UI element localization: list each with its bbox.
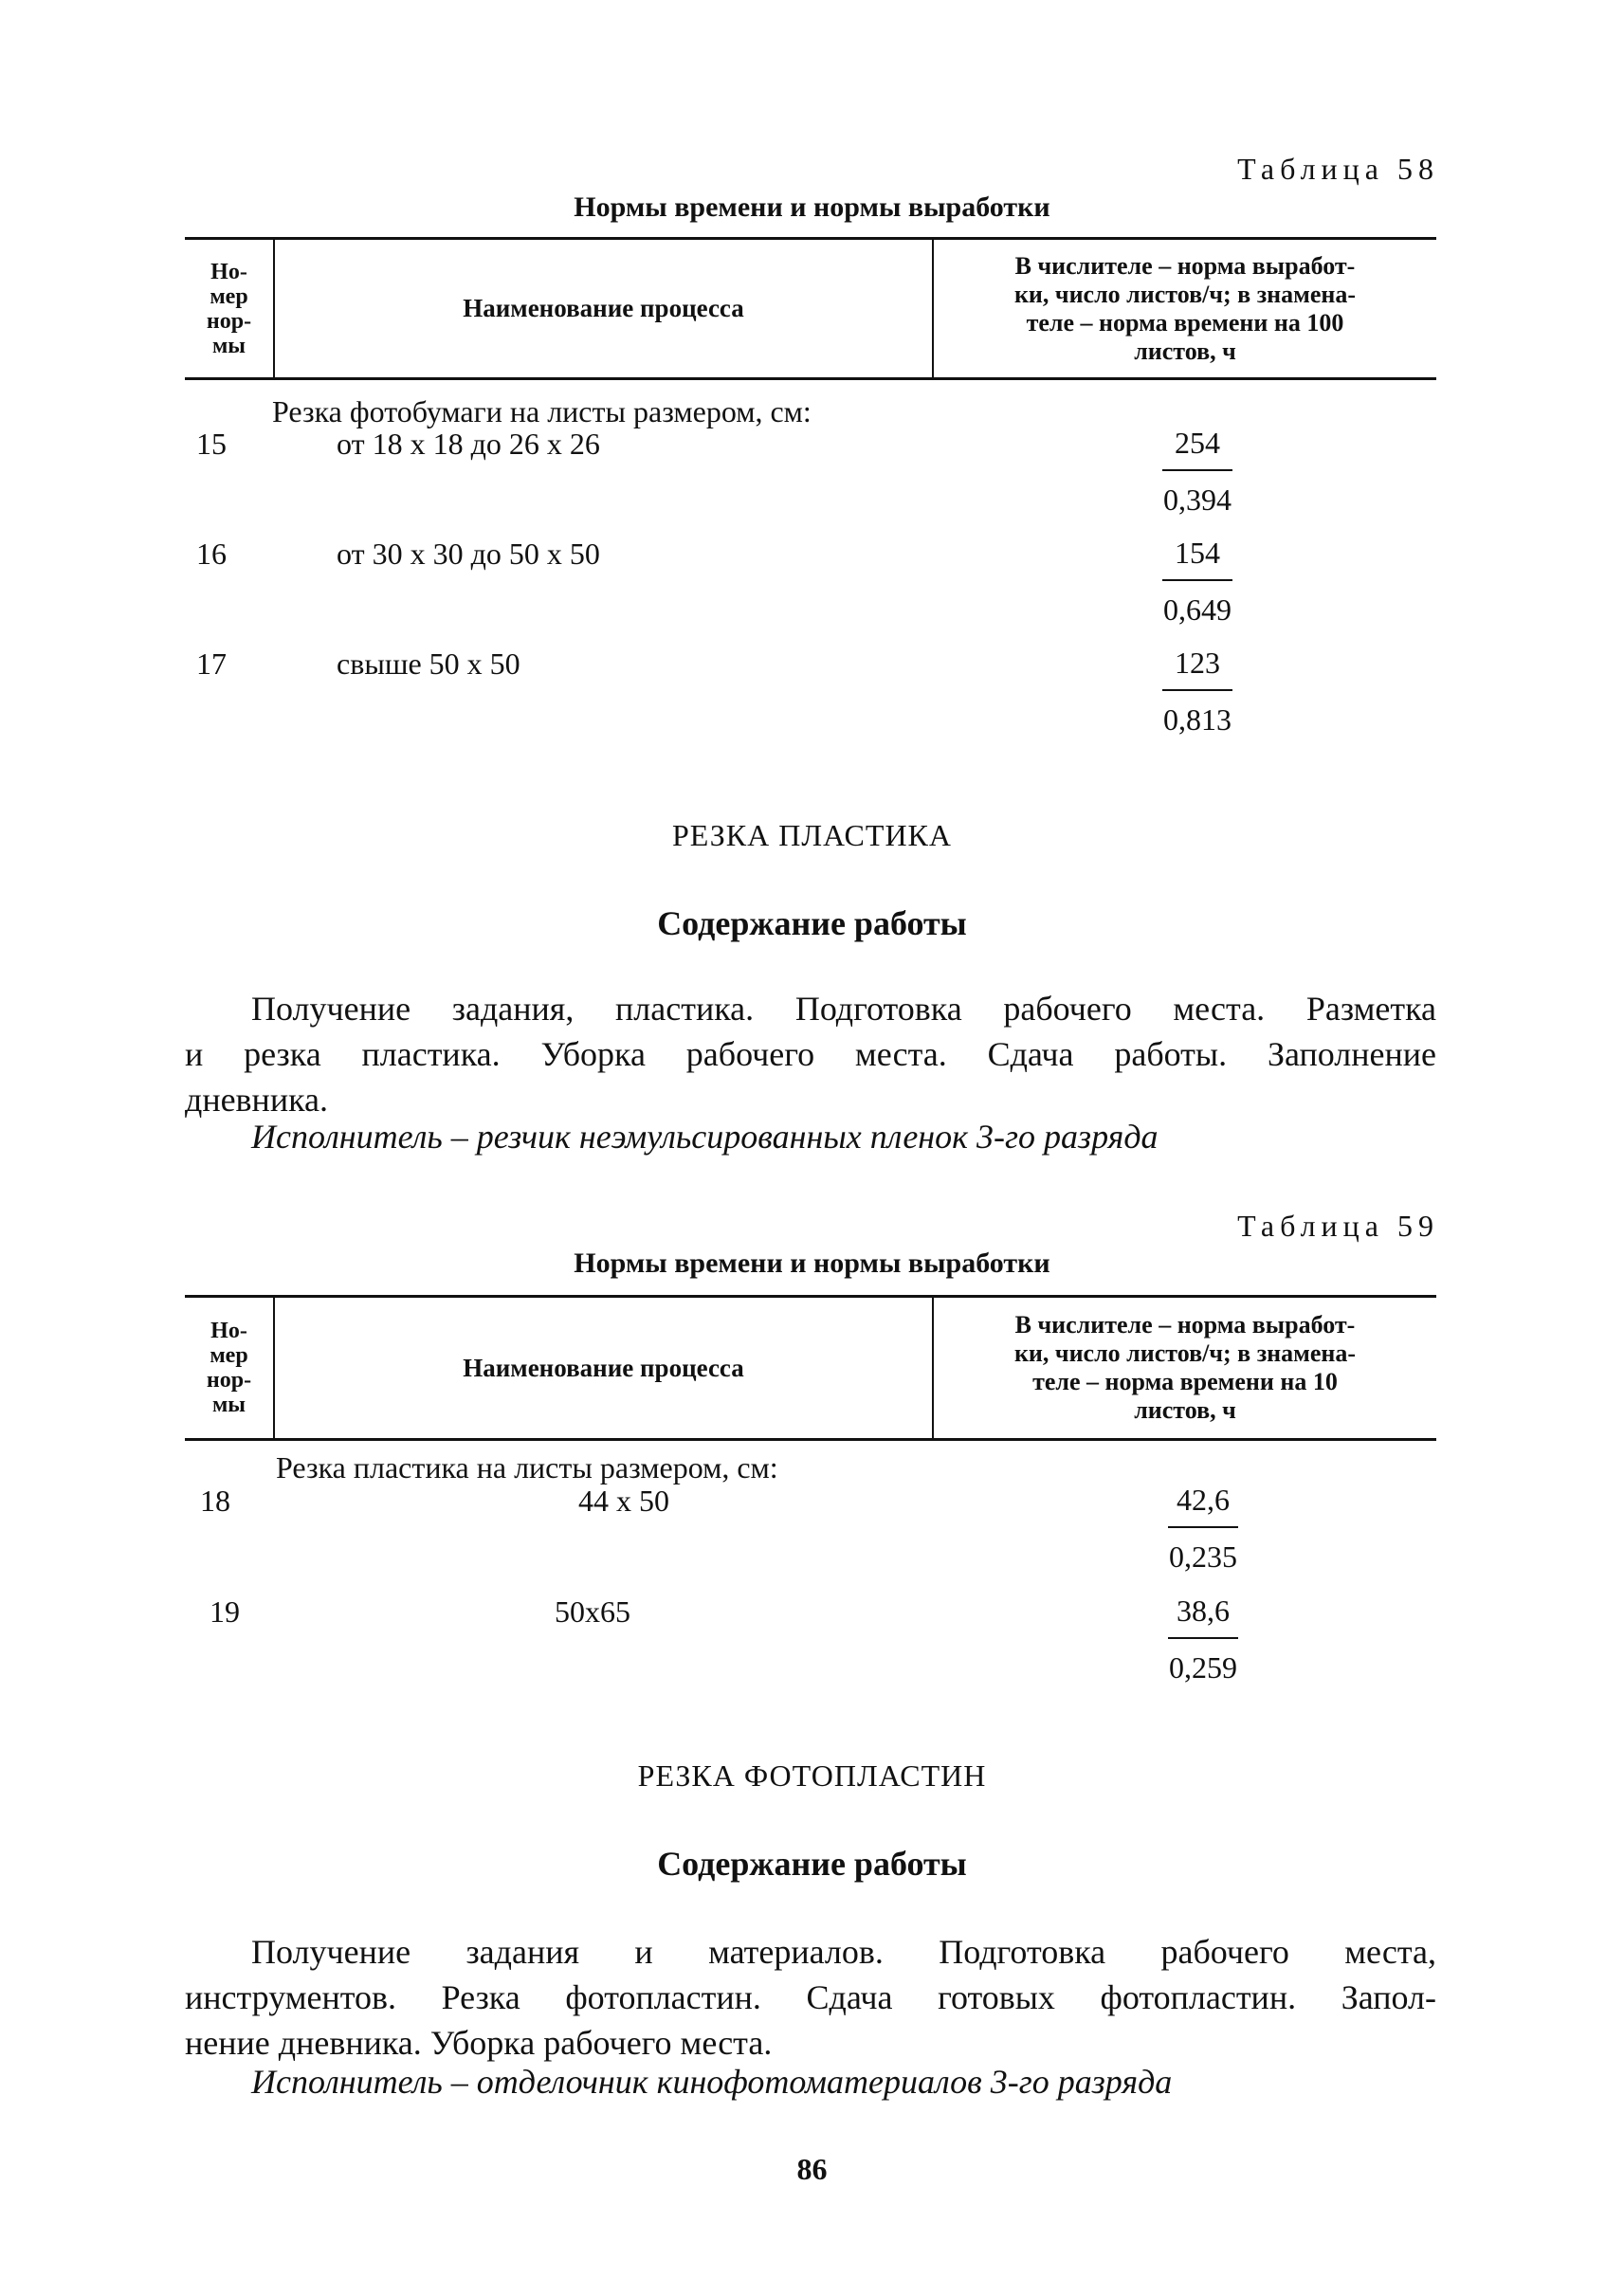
header-process-column: Наименование процесса (275, 1298, 934, 1438)
section-heading-photoplates: РЕЗКА ФОТОПЛАСТИН (637, 1758, 987, 1793)
table-59-group-label: Резка пластика на листы размером, см: (276, 1450, 778, 1484)
norm-fraction (1145, 422, 1250, 520)
fraction-bar (1168, 1526, 1238, 1528)
fraction-numerator: 154 (1175, 536, 1220, 570)
fraction-numerator: 123 (1175, 646, 1220, 680)
header-number-column (185, 1298, 275, 1438)
header-value-line: листов, ч (1134, 337, 1236, 365)
row-description: от 18 х 18 до 26 х 26 (337, 427, 600, 461)
header-number-line: нор- (206, 1368, 252, 1393)
header-number-line: мер (210, 283, 248, 309)
norm-fraction (1145, 532, 1250, 630)
section-subheading-photoplates: Содержание работы (657, 1845, 967, 1883)
fraction-denominator: 0,394 (1163, 483, 1232, 517)
row-description: свыше 50 х 50 (337, 647, 520, 681)
table-59-title: Нормы времени и нормы выработки (574, 1248, 1050, 1279)
header-value-line: В числителе – норма выработ- (1014, 1311, 1356, 1339)
header-value-line: В числителе – норма выработ- (1014, 251, 1356, 280)
row-number: 18 (200, 1484, 230, 1518)
header-value-line: листов, ч (1134, 1396, 1236, 1424)
header-process-column: Наименование процесса (275, 240, 934, 377)
header-value-line: ки, число листов/ч; в знамена- (1013, 280, 1357, 308)
row-number: 16 (196, 537, 227, 571)
row-description: 50х65 (555, 1594, 630, 1629)
fraction-bar (1168, 1637, 1238, 1639)
header-value-line: ки, число листов/ч; в знамена- (1013, 1339, 1357, 1367)
table-58-header (185, 237, 1436, 380)
paragraph-line: инструментов. Резка фотопластин. Сдача готовых фотопластин. Запол- (185, 1978, 1436, 2016)
table-58-title: Нормы времени и нормы выработки (574, 191, 1050, 223)
row-number: 17 (196, 647, 227, 681)
paragraph-line: Получение задания и материалов. Подготовка рабочего места, (251, 1933, 1436, 1971)
fraction-denominator: 0,813 (1163, 702, 1232, 737)
header-number-line: мер (210, 1343, 248, 1368)
header-number-line: нор- (206, 308, 252, 334)
fraction-denominator: 0,649 (1163, 592, 1232, 627)
executor-line-photoplates: Исполнитель – отделочник кинофотоматериалов 3-го разряда (251, 2063, 1173, 2101)
work-content-paragraph (185, 1929, 1436, 2066)
row-number: 19 (210, 1594, 240, 1629)
header-number-column (185, 240, 275, 377)
header-number-line: мы (211, 1393, 246, 1417)
fraction-bar (1162, 579, 1232, 581)
norm-fraction (1151, 1479, 1255, 1577)
paragraph-line: нение дневника. Уборка рабочего места. (185, 2024, 773, 2062)
fraction-numerator: 42,6 (1177, 1483, 1230, 1517)
table-58 (185, 237, 1436, 380)
row-description: 44 х 50 (578, 1484, 669, 1518)
paragraph-line: и резка пластика. Уборка рабочего места. Сдача работы. Заполнение (185, 1035, 1436, 1073)
table-59 (185, 1295, 1436, 1441)
work-content-paragraph (185, 986, 1436, 1122)
header-number-line: Но- (210, 259, 247, 284)
norm-fraction (1145, 642, 1250, 740)
header-value-line: теле – норма времени на 100 (1026, 308, 1344, 337)
fraction-bar (1162, 689, 1232, 691)
header-number-line: мы (211, 333, 246, 358)
paragraph-line: дневника. (185, 1081, 329, 1119)
fraction-denominator: 0,235 (1169, 1539, 1237, 1574)
fraction-denominator: 0,259 (1169, 1650, 1237, 1685)
executor-line-plastic: Исполнитель – резчик неэмульсированных пленок 3-го разряда (251, 1118, 1159, 1156)
page-number: 86 (796, 2152, 828, 2186)
table-58-group-label: Резка фотобумаги на листы размером, см: (272, 394, 812, 428)
row-number: 15 (196, 427, 227, 461)
header-number-line: Но- (210, 1319, 247, 1343)
row-description: от 30 х 30 до 50 х 50 (337, 537, 600, 571)
section-heading-plastic: РЕЗКА ПЛАСТИКА (672, 818, 952, 852)
table-59-caption: Таблица 59 (1237, 1209, 1439, 1243)
header-value-column (934, 1298, 1436, 1438)
header-value-column (934, 240, 1436, 377)
fraction-bar (1162, 469, 1232, 471)
table-58-caption: Таблица 58 (1237, 152, 1439, 186)
fraction-numerator: 38,6 (1177, 1594, 1230, 1628)
fraction-numerator: 254 (1175, 426, 1220, 460)
paragraph-line: Получение задания, пластика. Подготовка рабочего места. Разметка (251, 990, 1436, 1028)
section-subheading-plastic: Содержание работы (657, 904, 967, 942)
table-59-header (185, 1295, 1436, 1441)
header-value-line: теле – норма времени на 10 (1032, 1368, 1338, 1395)
norm-fraction (1151, 1590, 1255, 1688)
